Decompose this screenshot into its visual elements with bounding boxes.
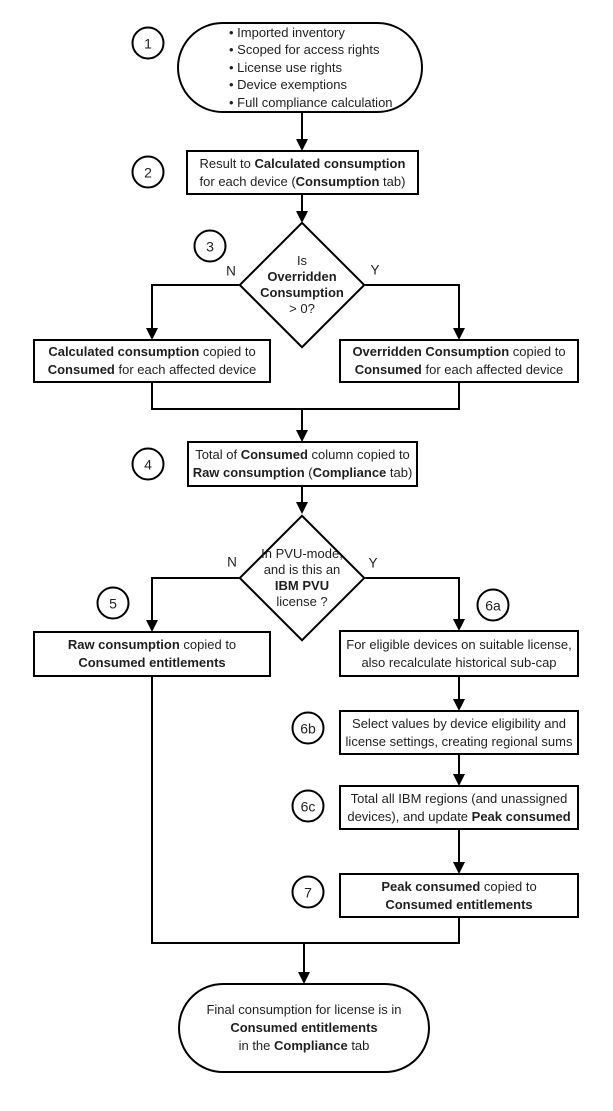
- step-badge-4: 4: [132, 448, 165, 481]
- step-badge-6c: 6c: [292, 790, 325, 823]
- process-node-overridden-copied: [339, 339, 579, 383]
- start-node: [177, 22, 423, 113]
- decision-pvu-text: In PVU-mode, and is this an IBM PVU license ?: [261, 546, 343, 609]
- decision-overridden-yes-label: Y: [370, 262, 380, 278]
- process-node-text: Select values by device eligibility and license settings, creating regional sums: [345, 715, 573, 749]
- process-node-recalc-subcap: [339, 630, 579, 677]
- bullet-item: • Device exemptions: [229, 76, 393, 94]
- step-badge-3: 3: [194, 230, 227, 263]
- process-node-peak-copied: [339, 873, 579, 918]
- process-node-raw-consumption: [187, 441, 418, 487]
- arrowhead-icon: [296, 502, 308, 514]
- process-node-calc-result: [186, 150, 419, 195]
- process-node-regional-sums: [339, 710, 579, 755]
- bullet-item: • Full compliance calculation: [229, 94, 393, 112]
- decision-pvu-yes-label: Y: [368, 555, 378, 571]
- step-badge-5: 5: [97, 587, 130, 620]
- decision-pvu-no-label: N: [227, 554, 237, 570]
- connector-line: [152, 383, 459, 409]
- process-node-raw-copied: [33, 631, 271, 677]
- bullet-item: • Scoped for access rights: [229, 41, 393, 59]
- end-node: [178, 983, 430, 1073]
- process-node-text: Overridden Consumption copied to Consumed for each affected device: [352, 344, 566, 377]
- decision-overridden-text: Is Overridden Consumption > 0?: [260, 253, 344, 316]
- step-badge-1: 1: [132, 27, 165, 60]
- step-badge-2: 2: [132, 156, 165, 189]
- step-badge-6a: 6a: [477, 589, 510, 622]
- end-node-text: Final consumption for license is in Consumed entitlements in the Compliance tab: [206, 1002, 402, 1053]
- process-node-peak-consumed: [339, 785, 579, 830]
- decision-overridden-no-label: N: [226, 263, 236, 279]
- process-node-text: For eligible devices on suitable license, also recalculate historical sub-cap: [346, 636, 572, 670]
- process-node-calculated-copied: [33, 339, 271, 383]
- process-node-text: Raw consumption copied to Consumed entitlements: [67, 637, 237, 670]
- step-badge-7: 7: [292, 876, 325, 909]
- process-node-text: Calculated consumption copied to Consumed for each affected device: [47, 344, 257, 377]
- process-node-text: Total all IBM regions (and unassigned devices), and update Peak consumed: [347, 790, 571, 824]
- process-node-text: Peak consumed copied to Consumed entitlements: [381, 878, 537, 912]
- bullet-item: • License use rights: [229, 59, 393, 77]
- bullet-item: • Imported inventory: [229, 24, 393, 42]
- start-node-bullets: [229, 24, 393, 112]
- process-node-text: Total of Consumed column copied to Raw consumption (Compliance tab): [192, 447, 413, 480]
- step-badge-6b: 6b: [292, 712, 325, 745]
- process-node-text: Result to Calculated consumption for each device (Consumption tab): [199, 155, 406, 189]
